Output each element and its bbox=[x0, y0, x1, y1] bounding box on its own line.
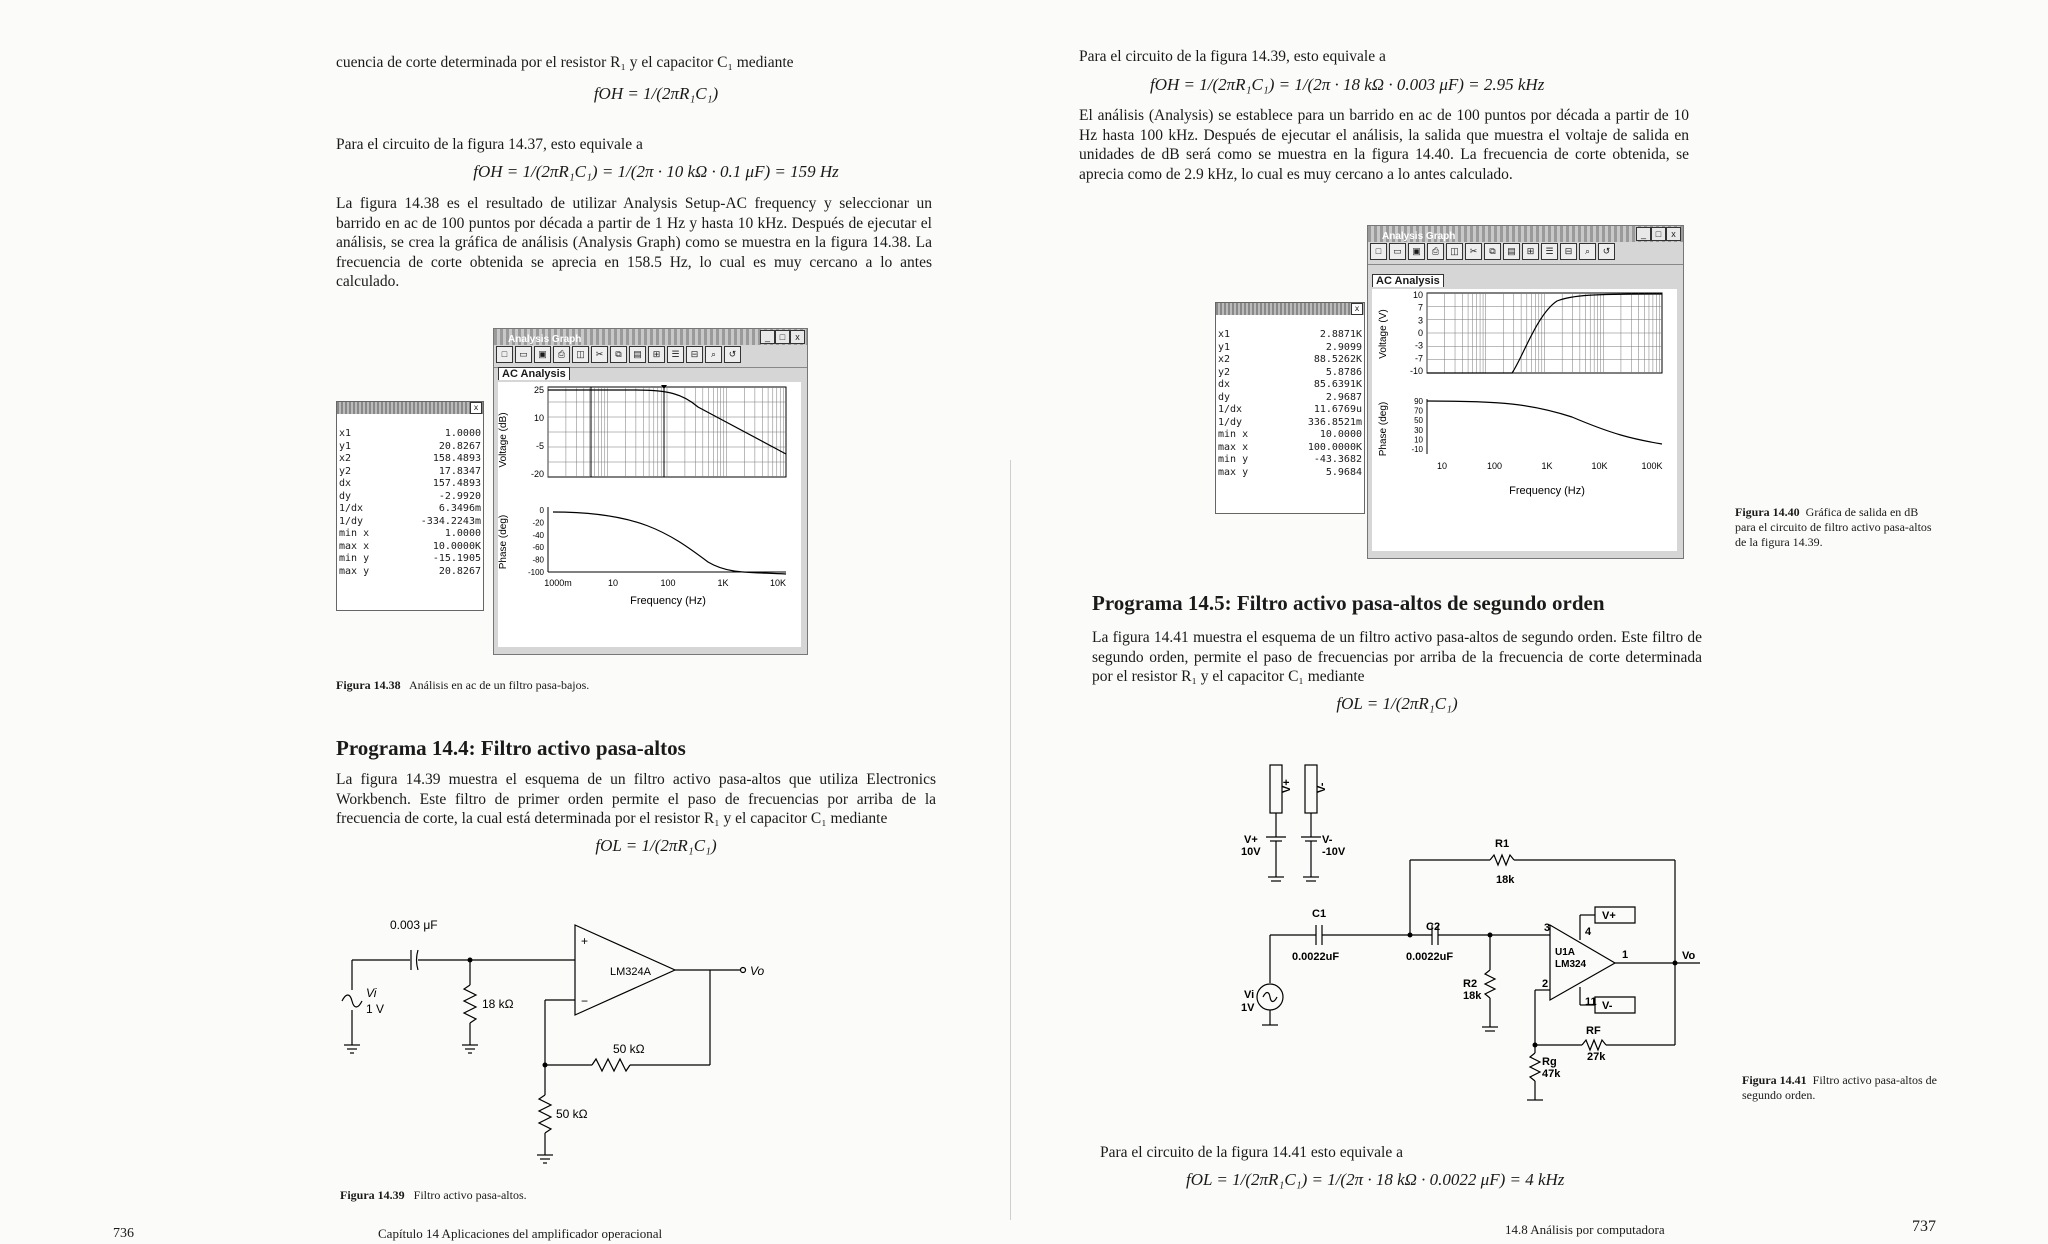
cursor-toggle-icon[interactable]: ⊟ bbox=[1560, 243, 1577, 260]
fig39-opamp: LM324A bbox=[610, 966, 651, 978]
cursor-row bbox=[337, 478, 483, 491]
cursor-key: x2 bbox=[339, 453, 352, 464]
fig40-voltage-label: Voltage (V) bbox=[1378, 309, 1389, 359]
cursor-panel-titlebar bbox=[337, 402, 483, 414]
cursor-row bbox=[1216, 404, 1364, 417]
fig41-rf-val: 27k bbox=[1587, 1051, 1606, 1063]
cursor-value: 158.4893 bbox=[432, 453, 481, 464]
left-para1: cuencia de corte determinada por el resistor R₁ y el capacitor C₁ mediante bbox=[336, 54, 794, 71]
window-toolbar bbox=[494, 345, 807, 368]
fig38-plot-svg bbox=[498, 382, 801, 647]
print-icon[interactable]: ⎙ bbox=[553, 346, 570, 363]
save-icon[interactable]: ▣ bbox=[534, 346, 551, 363]
voltage-tick-label: -5 bbox=[535, 441, 544, 451]
cursor-row bbox=[1216, 367, 1364, 380]
fig41-u1a: U1A bbox=[1555, 947, 1576, 958]
freq-tick-label: 1000m bbox=[544, 578, 572, 588]
cursor-row bbox=[337, 541, 483, 554]
fig39-caption-text: Filtro activo pasa-altos. bbox=[413, 1188, 527, 1202]
right-para3: La figura 14.41 muestra el esquema de un filtro activo pasa-altos de segundo orden. Este filtro de segundo orden, permite el paso de frecuencias por arriba de la frecuencia de corte determinada por el resistor R₁ y el capacitor C₁ mediante bbox=[1092, 629, 1702, 685]
cursor-row bbox=[337, 503, 483, 516]
fig40-voltage-plot bbox=[1378, 290, 1662, 376]
paste-icon[interactable]: ▤ bbox=[629, 346, 646, 363]
fig41-r2: R2 bbox=[1463, 978, 1478, 990]
cursor-row bbox=[1216, 417, 1364, 430]
cursor-value: 17.8347 bbox=[438, 465, 481, 477]
fig40-phase-label: Phase (deg) bbox=[1378, 401, 1389, 457]
voltage-tick-label: -7 bbox=[1414, 353, 1423, 364]
cursor-value: 20.8267 bbox=[438, 565, 481, 577]
left-formula1: fOH = 1/(2πR₁C₁) bbox=[593, 84, 719, 103]
fig40-caption-text: Gráfica de salida en dB para el circuito de filtro activo pasa-altos de la figura 14.39. bbox=[1735, 505, 1932, 549]
fig40-plot-svg bbox=[1372, 289, 1677, 551]
left-para4: La figura 14.39 muestra el esquema de un filtro activo pasa-altos que utiliza Electronics Workbench. Este filtro de primer orden permite el paso de frecuencias por arriba de la frecuencia de corte, la cual está determinada por el resistor R₁ y el capacitor C₁ mediante bbox=[336, 771, 936, 827]
restore-icon[interactable]: ↺ bbox=[1598, 243, 1615, 260]
resistor-icon bbox=[539, 1095, 551, 1133]
fig41-caption-label: Figura 14.41 bbox=[1742, 1073, 1807, 1087]
cursor-key: dx bbox=[1218, 379, 1231, 390]
fig41-pin2: 2 bbox=[1542, 978, 1549, 990]
fig41-r1: R1 bbox=[1495, 838, 1510, 850]
minimize-icon[interactable]: _ bbox=[1636, 227, 1651, 241]
fig41-pin4: 4 bbox=[1585, 926, 1592, 938]
legend-toggle-icon[interactable]: ☰ bbox=[667, 346, 684, 363]
cursor-value: -15.1905 bbox=[432, 553, 481, 564]
cursor-row bbox=[1216, 467, 1364, 480]
cursor-row bbox=[1216, 379, 1364, 392]
cursor-value: 2.9099 bbox=[1325, 341, 1362, 353]
resistor-icon bbox=[464, 985, 476, 1023]
fig39-cap-label: 0.003 μF bbox=[390, 918, 438, 932]
freq-tick-label: 10K bbox=[769, 578, 787, 588]
cursor-row bbox=[337, 566, 483, 579]
freq-tick-label: 10K bbox=[1591, 461, 1608, 471]
tab-ac-analysis[interactable]: AC Analysis bbox=[498, 367, 570, 380]
left-para2: Para el circuito de la figura 14.37, esto equivale a bbox=[336, 136, 643, 153]
freq-tick-label: 10 bbox=[607, 578, 619, 588]
copy-icon[interactable]: ⧉ bbox=[1484, 243, 1501, 260]
cursor-key: max x bbox=[339, 540, 370, 552]
cursor-value: 1.0000 bbox=[444, 528, 481, 539]
cursor-key: 1/dx bbox=[1218, 404, 1243, 415]
cursor-key: min x bbox=[1218, 429, 1249, 440]
right-formula1: fOH = 1/(2πR₁C₁) = 1/(2π · 18 kΩ · 0.003 μF) = 2.95 kHz bbox=[1150, 75, 1545, 94]
left-footer: Capítulo 14 Aplicaciones del amplificador operacional bbox=[378, 1226, 663, 1241]
close-icon[interactable]: x bbox=[1666, 227, 1681, 241]
phase-tick-label: -20 bbox=[532, 518, 544, 528]
left-formula2: fOH = 1/(2πR₁C₁) = 1/(2π · 10 kΩ · 0.1 μF) = 159 Hz bbox=[473, 162, 839, 181]
fig41-rg: Rg bbox=[1542, 1056, 1557, 1068]
fig41-rail-vminus: V- bbox=[1602, 1000, 1613, 1012]
open-icon[interactable]: ▭ bbox=[1389, 243, 1406, 260]
fig38-caption-label: Figura 14.38 bbox=[336, 678, 401, 692]
fig38-plot-area bbox=[498, 382, 801, 647]
close-icon[interactable]: x bbox=[1351, 303, 1363, 315]
fig39-rg: 50 kΩ bbox=[556, 1107, 588, 1121]
cursor-value: -2.9920 bbox=[438, 490, 481, 502]
fig41-batt-minus: V- bbox=[1316, 782, 1328, 793]
cursor-row bbox=[337, 491, 483, 504]
cursor-key: y2 bbox=[1218, 366, 1231, 378]
resistor-icon bbox=[592, 1059, 630, 1071]
phase-tick-label: -80 bbox=[532, 555, 544, 565]
cursor-key: min y bbox=[339, 553, 370, 564]
cursor-row bbox=[1216, 354, 1364, 367]
cursor-row bbox=[1216, 454, 1364, 467]
cursor-value: 20.8267 bbox=[438, 440, 481, 452]
fig41-lm: LM324 bbox=[1555, 959, 1587, 970]
fig41-pin1: 1 bbox=[1622, 949, 1629, 961]
cursor-row bbox=[1216, 392, 1364, 405]
cursor-value: 2.9687 bbox=[1325, 391, 1362, 403]
cursor-row bbox=[337, 441, 483, 454]
phase-tick-label: 90 bbox=[1414, 397, 1423, 406]
right-heading: Programa 14.5: Filtro activo pasa-altos de segundo orden bbox=[1092, 591, 1605, 615]
zoom-icon[interactable]: ⌕ bbox=[1579, 243, 1596, 260]
fig39-vi: Vi bbox=[366, 986, 377, 1000]
cursor-value: 10.0000K bbox=[432, 540, 481, 552]
copy-icon[interactable]: ⧉ bbox=[610, 346, 627, 363]
fig38-phase-plot bbox=[498, 506, 786, 607]
freq-tick-label: 1K bbox=[1541, 461, 1553, 471]
phase-tick-label: 70 bbox=[1414, 406, 1423, 416]
fig41-c1-val: 0.0022uF bbox=[1292, 951, 1340, 963]
fig41-r2-val: 18k bbox=[1463, 990, 1482, 1002]
cursor-row bbox=[1216, 442, 1364, 455]
voltage-tick-label: -10 bbox=[1409, 366, 1423, 376]
voltage-tick-label: 0 bbox=[1417, 328, 1423, 338]
fig38-caption-text: Análisis en ac de un filtro pasa-bajos. bbox=[409, 678, 590, 692]
cursor-value: 88.5262K bbox=[1313, 354, 1362, 365]
cursor-row bbox=[1216, 329, 1364, 342]
fig41-schematic bbox=[1230, 755, 1710, 1105]
fig41-vminus-label: V- bbox=[1322, 834, 1333, 846]
cursor-key: x1 bbox=[339, 428, 352, 439]
cursor-key: y1 bbox=[1218, 341, 1231, 353]
phase-tick-label: -100 bbox=[527, 568, 544, 577]
cursor-value: 5.9684 bbox=[1325, 466, 1362, 478]
save-icon[interactable]: ▣ bbox=[1408, 243, 1425, 260]
window-titlebar[interactable] bbox=[1368, 226, 1683, 242]
cursor-value: -334.2243m bbox=[420, 515, 481, 527]
cursor-row bbox=[337, 428, 483, 441]
left-para3: La figura 14.38 es el resultado de utilizar Analysis Setup-AC frequency y seleccionar un barrido en ac de 100 puntos por década a partir de 1 Hz y hasta 10 kHz. Después de ejecutar el análisis, se crea la gráfica de análisis (Analysis Graph) como se muestra en la figura 14.38. La frecuencia de corte obtenida se aprecia en 158.5 Hz, lo cual es muy cercano a lo antes calculado. bbox=[336, 195, 932, 290]
cursor-value: 336.8521m bbox=[1307, 416, 1362, 428]
freq-tick-label: 1K bbox=[717, 578, 729, 588]
fig40-caption-label: Figura 14.40 bbox=[1735, 505, 1800, 519]
cursor-value: -43.3682 bbox=[1313, 454, 1362, 465]
cursor-value: 1.0000 bbox=[444, 428, 481, 439]
cursor-row bbox=[337, 516, 483, 529]
phase-tick-label: 0 bbox=[539, 506, 544, 515]
right-para4: Para el circuito de la figura 14.41 esto equivale a bbox=[1100, 1144, 1403, 1161]
fig39-v: 1 V bbox=[366, 1002, 385, 1016]
phase-tick-label: 30 bbox=[1414, 425, 1423, 435]
right-footer: 14.8 Análisis por computadora bbox=[1505, 1222, 1665, 1237]
paste-icon[interactable]: ▤ bbox=[1503, 243, 1520, 260]
cursor-key: y2 bbox=[339, 465, 352, 477]
right-formula2: fOL = 1/(2πR₁C₁) bbox=[1336, 694, 1458, 713]
fig39-plus: + bbox=[581, 934, 589, 948]
fig38-cursor-panel bbox=[336, 401, 484, 611]
voltage-tick-label: 10 bbox=[1412, 290, 1423, 300]
fig41-pin11: 11 bbox=[1585, 996, 1597, 1008]
cursor-row bbox=[337, 528, 483, 541]
fig41-vminus-value: -10V bbox=[1322, 846, 1346, 858]
right-para1: Para el circuito de la figura 14.39, esto equivale a bbox=[1079, 48, 1386, 65]
fig38-phase-label: Phase (deg) bbox=[498, 514, 509, 570]
cut-icon[interactable]: ✂ bbox=[591, 346, 608, 363]
phase-tick-label: -40 bbox=[532, 530, 544, 540]
cursor-value: 10.0000 bbox=[1319, 429, 1362, 440]
window-title: Analysis Graph bbox=[1382, 231, 1456, 242]
grid-toggle-icon[interactable]: ⊞ bbox=[648, 346, 665, 363]
fig39-minus: − bbox=[581, 994, 589, 1008]
zoom-icon[interactable]: ⌕ bbox=[705, 346, 722, 363]
cursor-row bbox=[1216, 429, 1364, 442]
freq-tick-label: 100 bbox=[1486, 461, 1503, 471]
close-icon[interactable]: x bbox=[470, 402, 482, 414]
cursor-toggle-icon[interactable]: ⊟ bbox=[686, 346, 703, 363]
cursor-key: x1 bbox=[1218, 329, 1231, 340]
maximize-icon[interactable]: □ bbox=[775, 330, 790, 344]
cursor-key: min y bbox=[1218, 454, 1249, 465]
fig41-r1-val: 18k bbox=[1496, 874, 1515, 886]
voltage-tick-label: 25 bbox=[533, 385, 544, 395]
cursor-key: 1/dx bbox=[339, 503, 364, 514]
right-para2: El análisis (Analysis) se establece para un barrido en ac de 100 puntos por década a partir de 10 Hz hasta 100 kHz. Después de ejecutar el análisis, la salida que muestra el voltaje de salida en unidades de dB será como se muestra en la figura 14.40. La frecuencia de corte obtenida, se aprecia como de 2.9 kHz, lo cual es muy cercano a lo antes calculado. bbox=[1079, 107, 1689, 183]
cursor-value: 100.0000K bbox=[1307, 441, 1362, 453]
left-formula3: fOL = 1/(2πR₁C₁) bbox=[595, 836, 717, 855]
fig40-xlabel: Frequency (Hz) bbox=[1509, 485, 1585, 497]
minimize-icon[interactable]: _ bbox=[760, 330, 775, 344]
fig38-caption bbox=[336, 678, 589, 693]
cursor-key: y1 bbox=[339, 440, 352, 452]
fig41-vplus-value: 10V bbox=[1241, 846, 1261, 858]
fig41-rg-val: 47k bbox=[1542, 1068, 1561, 1080]
freq-tick-label: 100K bbox=[1641, 461, 1663, 471]
print-preview-icon[interactable]: ◫ bbox=[572, 346, 589, 363]
phase-tick-label: -60 bbox=[532, 543, 544, 553]
voltage-tick-label: -3 bbox=[1414, 340, 1423, 351]
cursor-row bbox=[337, 453, 483, 466]
cursor-key: dx bbox=[339, 478, 352, 489]
fig39-r-shunt: 18 kΩ bbox=[482, 997, 514, 1011]
cursor-value: 85.6391K bbox=[1313, 379, 1362, 390]
fig40-caption bbox=[1735, 505, 1935, 550]
phase-tick-label: -10 bbox=[1411, 445, 1423, 454]
fig39-vo: Vo bbox=[750, 964, 765, 978]
fig41-vi: Vi bbox=[1244, 989, 1255, 1001]
phase-tick-label: 10 bbox=[1414, 435, 1423, 445]
new-icon[interactable]: □ bbox=[1370, 243, 1387, 260]
resistor-icon bbox=[1582, 1040, 1606, 1050]
resistor-icon bbox=[1485, 970, 1495, 998]
cursor-row bbox=[337, 553, 483, 566]
fig40-cursor-panel bbox=[1215, 302, 1365, 514]
cursor-value: 5.8786 bbox=[1325, 366, 1362, 378]
vminus-rail-tag bbox=[1595, 997, 1635, 1013]
cursor-key: max y bbox=[339, 565, 370, 577]
fig38-phase-curve bbox=[553, 512, 786, 574]
fig41-batt-plus: V+ bbox=[1281, 779, 1293, 793]
new-icon[interactable]: □ bbox=[496, 346, 513, 363]
resistor-icon bbox=[1530, 1053, 1540, 1081]
cut-icon[interactable]: ✂ bbox=[1465, 243, 1482, 260]
freq-tick-label: 10 bbox=[1436, 461, 1448, 471]
fig39-schematic bbox=[330, 905, 770, 1170]
tab-ac-analysis[interactable]: AC Analysis bbox=[1372, 274, 1444, 287]
fig41-rf: RF bbox=[1586, 1025, 1601, 1037]
cursor-key: 1/dy bbox=[1218, 416, 1243, 428]
cursor-key: dy bbox=[339, 490, 352, 502]
print-preview-icon[interactable]: ◫ bbox=[1446, 243, 1463, 260]
fig40-phase-plot bbox=[1378, 397, 1663, 497]
cursor-value: 6.3496m bbox=[438, 503, 481, 514]
cursor-key: max y bbox=[1218, 466, 1249, 478]
fig38-voltage-label: Voltage (dB) bbox=[498, 412, 509, 468]
cursor-key: min x bbox=[339, 528, 370, 539]
fig41-pin3: 3 bbox=[1544, 922, 1551, 934]
freq-tick-label: 100 bbox=[660, 578, 676, 588]
cursor-value: 2.8871K bbox=[1319, 329, 1362, 340]
print-icon[interactable]: ⎙ bbox=[1427, 243, 1444, 260]
voltage-tick-label: -20 bbox=[530, 469, 544, 479]
cursor-value: 157.4893 bbox=[432, 478, 481, 489]
fig41-caption bbox=[1742, 1073, 1942, 1103]
fig41-c1: C1 bbox=[1312, 908, 1327, 920]
resistor-icon bbox=[1490, 855, 1514, 865]
fig39-caption-label: Figura 14.39 bbox=[340, 1188, 405, 1202]
voltage-tick-label: 7 bbox=[1417, 302, 1423, 313]
fig39-rf: 50 kΩ bbox=[613, 1042, 645, 1056]
window-title: Analysis Graph bbox=[508, 334, 582, 345]
cursor-key: dy bbox=[1218, 391, 1231, 403]
cursor-value: 11.6769u bbox=[1313, 404, 1362, 415]
left-page-number: 736 bbox=[113, 1226, 134, 1241]
fig41-rail-vplus: V+ bbox=[1602, 910, 1616, 922]
window-toolbar bbox=[1368, 242, 1683, 265]
fig41-c2-val: 0.0022uF bbox=[1406, 951, 1454, 963]
open-icon[interactable]: ▭ bbox=[515, 346, 532, 363]
cursor-row bbox=[1216, 342, 1364, 355]
fig38-xlabel: Frequency (Hz) bbox=[630, 595, 706, 607]
fig40-phase-curve bbox=[1427, 401, 1662, 444]
maximize-icon[interactable]: □ bbox=[1651, 227, 1666, 241]
ac-source-icon bbox=[342, 995, 362, 1007]
page-gutter bbox=[1010, 460, 1011, 1220]
left-heading: Programa 14.4: Filtro activo pasa-altos bbox=[336, 736, 686, 760]
fig38-voltage-plot bbox=[498, 385, 786, 479]
cursor-panel-titlebar bbox=[1216, 303, 1364, 315]
cursor-key: 1/dy bbox=[339, 515, 364, 527]
fig41-caption-text: Filtro activo pasa-altos de segundo orden. bbox=[1742, 1073, 1937, 1102]
legend-toggle-icon[interactable]: ☰ bbox=[1541, 243, 1558, 260]
voltage-tick-label: 10 bbox=[533, 413, 544, 423]
cursor-key: max x bbox=[1218, 441, 1249, 453]
window-titlebar[interactable] bbox=[494, 329, 807, 345]
phase-tick-label: 50 bbox=[1414, 416, 1423, 426]
right-formula3: fOL = 1/(2πR₁C₁) = 1/(2π · 18 kΩ · 0.0022 μF) = 4 kHz bbox=[1186, 1170, 1565, 1189]
fig39-caption bbox=[340, 1188, 527, 1203]
grid-toggle-icon[interactable]: ⊞ bbox=[1522, 243, 1539, 260]
fig41-vo: Vo bbox=[1682, 950, 1696, 962]
restore-icon[interactable]: ↺ bbox=[724, 346, 741, 363]
fig38-analysis-window bbox=[493, 328, 808, 655]
fig40-analysis-window bbox=[1367, 225, 1684, 559]
fig41-vplus-label: V+ bbox=[1244, 834, 1258, 846]
cursor-key: x2 bbox=[1218, 354, 1231, 365]
right-page-number: 737 bbox=[1912, 1218, 1936, 1235]
fig40-plot-area bbox=[1372, 289, 1677, 551]
fig41-vi-val: 1V bbox=[1241, 1002, 1255, 1014]
voltage-tick-label: 3 bbox=[1417, 315, 1423, 326]
close-icon[interactable]: x bbox=[790, 330, 805, 344]
cursor-row bbox=[337, 466, 483, 479]
fig41-c2: C2 bbox=[1426, 921, 1441, 933]
